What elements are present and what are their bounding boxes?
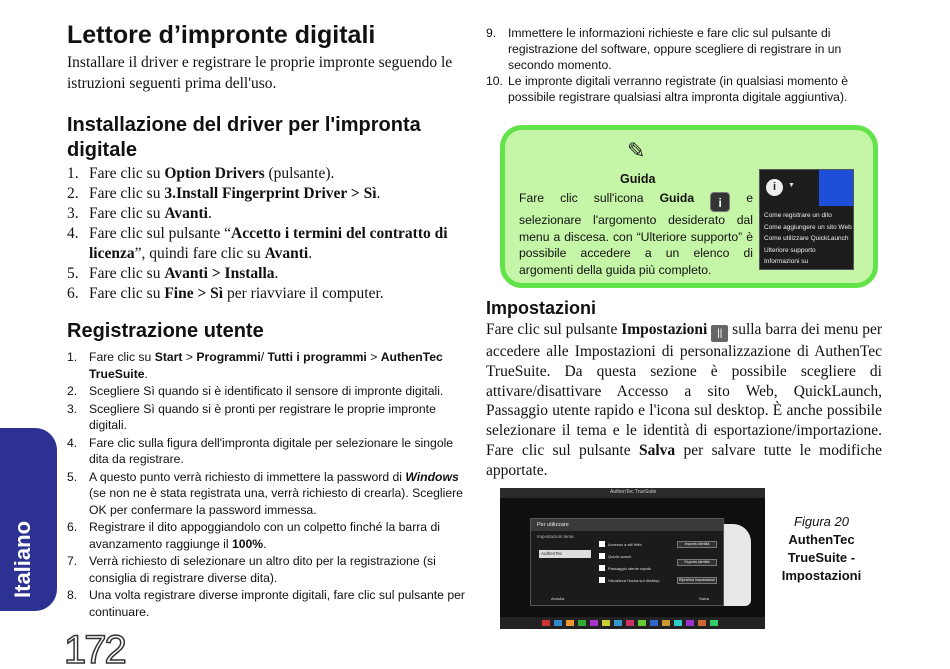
guide-note-box <box>500 125 878 288</box>
menu-item[interactable]: Informazioni su <box>764 258 809 265</box>
left-column <box>67 18 467 621</box>
theme-select[interactable]: AuthenTec <box>539 550 591 558</box>
install-steps <box>67 164 467 304</box>
figure-caption-text: AuthenTec TrueSuite - Impostazioni <box>781 532 862 583</box>
taskbar <box>500 617 765 629</box>
figure-label: Figura 20 <box>794 514 849 529</box>
guide-text: Fare clic sull'icona Guida i e selezionare l'argomento desiderato dal menu a discesa. con “Ulteriore supporto” è possibile accedere a un elenco di argomenti della guida più completo. <box>519 191 753 277</box>
list-item: 3. Scegliere Sì quando si è pronti per registrare le proprie impronte digitali. <box>67 401 436 432</box>
settings-dialog: Per utilizzare Impostazioni tema AuthenTec Accesso a siti Web QuickLaunch Passaggio utente rapido Visualizza l'icona sul desktop Importa identità Esporta identità Ripristina impostazioni Annulla Salva <box>530 518 724 606</box>
help-menu <box>764 210 852 268</box>
list-item: 6. Fare clic su Fine > Sì per riavviare il computer. <box>67 285 384 302</box>
menu-item[interactable]: Come utilizzare QuickLaunch <box>764 235 849 242</box>
save-button[interactable]: Salva <box>699 596 710 601</box>
language-side-tab-label: Italiano <box>10 520 35 598</box>
figure-caption <box>770 513 873 585</box>
menu-item[interactable]: Come aggiungere un sito Web <box>764 223 852 231</box>
registration-steps <box>67 349 467 620</box>
settings-text: Fare clic sul pulsante Impostazioni || sulla barra dei menu per accedere alle Impostazioni di personalizzazione di AuthenTec TrueSuite. Da questa sezione è possibile scegliere di attivare/disattivare Accesso a sito Web, QuickLaunch, Passaggio utente rapido e l'icona sul desktop. È anche possibile selezionare il tema e le identità di esportazione/importazione. Fare clic sul pulsante Salva per salvare tutte le modifiche apportate. <box>486 321 883 479</box>
option-checkbox[interactable] <box>599 565 605 571</box>
menu-item[interactable]: Come registrare un dito <box>764 212 832 219</box>
install-heading: Installazione del driver per l'impronta digitale <box>67 114 421 161</box>
registration-heading: Registrazione utente <box>67 320 264 342</box>
list-item: 1. Fare clic su Option Drivers (pulsante). <box>67 165 335 182</box>
list-item: 7. Verrà richiesto di selezionare un altro dito per la registrazione (si consiglia di registrare diverse dita). <box>67 554 436 585</box>
settings-section <box>486 296 882 481</box>
list-item: 2. Scegliere Sì quando si è identificato il sensore di impronte digitali. <box>67 384 444 398</box>
chevron-down-icon: ▼ <box>788 181 795 189</box>
list-item: 5. A questo punto verrà richiesto di immettere la password di Windows (se non ne è stata registrata una, verrà richiesto di crearla). Scegliere OK per confermare la password immessa. <box>67 469 463 517</box>
intro-text: Installare il driver e registrare le proprie impronte seguendo le istruzioni seguenti prima dell'uso. <box>67 54 453 92</box>
list-item: 10. Le impronte digitali verranno registrate (in qualsiasi momento è possibile registrare qualsiasi altra impronta digitale aggiuntiva). <box>486 74 849 104</box>
menu-item[interactable]: Ulteriore supporto <box>764 246 816 254</box>
list-item: 8. Una volta registrare diverse impronte digitali, fare clic sul pulsante per continuare. <box>67 588 465 619</box>
cancel-button[interactable]: Annulla <box>551 596 565 601</box>
info-icon: i <box>710 192 730 212</box>
list-item: 4. Fare clic sul pulsante “Accetto i termini del contratto di licenza”, quindi fare clic su Avanti. <box>67 225 448 262</box>
list-item: 6. Registrare il dito appoggiandolo con un colpetto finché la barra di avanzamento raggiunge il 100%. <box>67 520 440 551</box>
list-item: 9. Immettere le informazioni richieste e fare clic sul pulsante di registrazione del software, oppure scegliere di registrare in un secondo momento. <box>486 26 842 72</box>
option-checkbox[interactable] <box>599 577 605 583</box>
guide-title: Guida <box>620 172 656 186</box>
list-item: 1. Fare clic su Start > Programmi/ Tutti i programmi > AuthenTec TrueSuite. <box>67 350 443 381</box>
truesuite-settings-screenshot: AuthenTec TrueSuite Per utilizzare Impostazioni tema AuthenTec Accesso a siti Web QuickLaunch Passaggio utente rapido Visualizza l'icona sul desktop Importa identità Esporta identità Ripristina impostazioni Annulla Salva <box>500 488 765 629</box>
list-item: 2. Fare clic su 3.Install Fingerprint Driver > Sì. <box>67 185 381 202</box>
settings-icon: || <box>711 325 728 342</box>
option-checkbox[interactable] <box>599 541 605 547</box>
page-title: Lettore d’impronte digitali <box>67 21 376 49</box>
pen-icon: ✎ <box>627 139 646 164</box>
option-checkbox[interactable] <box>599 553 605 559</box>
right-steps <box>486 25 881 105</box>
list-item: 5. Fare clic su Avanti > Installa. <box>67 265 279 282</box>
settings-heading: Impostazioni <box>486 298 597 318</box>
help-menu-screenshot <box>759 169 854 270</box>
list-item: 3. Fare clic su Avanti. <box>67 205 212 222</box>
list-item: 4. Fare clic sulla figura dell'impronta digitale per selezionare le singole dita da registrare. <box>67 435 454 466</box>
help-button[interactable]: i <box>766 179 783 196</box>
page-number: 172 <box>64 628 125 669</box>
